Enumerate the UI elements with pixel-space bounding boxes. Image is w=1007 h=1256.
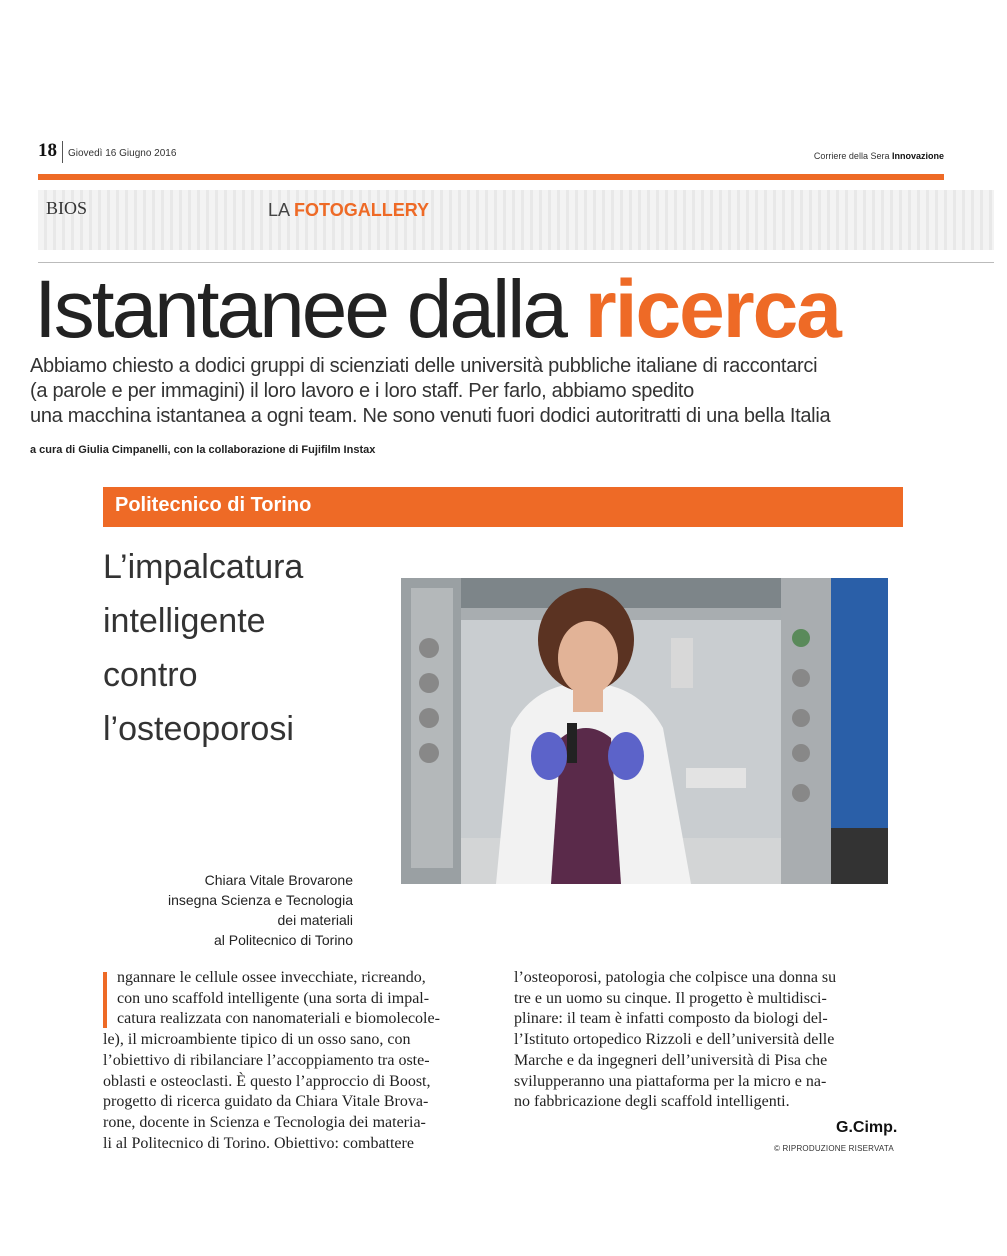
university-name: Politecnico di Torino: [115, 494, 312, 516]
body-line: li al Politecnico di Torino. Obiettivo: combattere: [103, 1134, 414, 1152]
section-band: [38, 190, 994, 250]
body-line: catura realizzata con nanomateriali e biomolecole-: [117, 1010, 440, 1028]
publication-title: Corriere della Sera: [813, 151, 890, 161]
rubric-prefix: LA: [268, 200, 295, 220]
standfirst-line: una macchina istantanea a ogni team. Ne sono venuti fuori dodici autoritratti di una bella Italia: [30, 405, 831, 427]
body-line: tre e un uomo su cinque. Il progetto è multidisci-: [514, 989, 827, 1007]
body-line: rone, docente in Scienza e Tecnologia dei materia-: [103, 1113, 426, 1131]
issue-date: Giovedì 16 Giugno 2016: [68, 148, 177, 159]
body-line: no fabbricazione degli scaffold intelligenti.: [514, 1093, 790, 1111]
author-signature: G.Cimp.: [836, 1119, 898, 1136]
article-headline: [103, 540, 403, 756]
page-header: [38, 140, 944, 166]
body-line: le), il microambiente tipico di un osso sano, con: [103, 1031, 411, 1049]
byline-credit: a cura di Giulia Cimpanelli, con la collaborazione di Fujifilm Instax: [30, 444, 376, 456]
body-column-left: [103, 968, 488, 1154]
header-divider: [62, 141, 63, 163]
title-light: Istantanee dalla: [34, 264, 585, 355]
caption-line: Chiara Vitale Brovarone: [204, 872, 353, 888]
body-line: ngannare le cellule ossee invecchiate, ricreando,: [117, 969, 426, 986]
photo-caption: [100, 870, 353, 950]
caption-line: insegna Scienza e Tecnologia: [168, 892, 353, 908]
title-accent: ricerca: [584, 264, 840, 355]
university-bar: [103, 487, 903, 527]
drop-cap-bar: [103, 972, 107, 1028]
lab-photo-illustration: [401, 578, 888, 884]
rubric-accent: FOTOGALLERY: [294, 200, 430, 220]
header-accent-rule: [38, 174, 944, 180]
body-line: plinare: il team è infatti composto da biologi del-: [514, 1010, 828, 1028]
caption-line: dei materiali: [277, 912, 353, 928]
page-title: [34, 260, 840, 360]
page-number: 18: [38, 140, 57, 161]
supplement-name: Innovazione: [891, 151, 944, 161]
standfirst-line: (a parole e per immagini) il loro lavoro e i loro staff. Per farlo, abbiamo spedito: [30, 380, 694, 402]
body-line: svilupperanno una piattaforma per la micro e na-: [514, 1072, 827, 1090]
headline-line: intelligente: [103, 602, 266, 640]
publication-name: [814, 151, 944, 161]
standfirst-line: Abbiamo chiesto a dodici gruppi di scienziati delle università pubbliche italiane di raccontarci: [30, 355, 818, 377]
body-line: l’osteoporosi, patologia che colpisce una donna su: [514, 969, 837, 986]
section-rubric: [268, 200, 429, 221]
standfirst: [30, 354, 960, 429]
body-line: l’Istituto ortopedico Rizzoli e dell’università delle: [514, 1031, 835, 1049]
caption-line: al Politecnico di Torino: [213, 932, 353, 948]
body-line: l’obiettivo di ribilanciare l’accoppiamento tra oste-: [103, 1051, 430, 1069]
body-column-right: [514, 968, 899, 1113]
headline-line: L’impalcatura: [103, 548, 304, 586]
body-line: oblasti e osteoclasti. È questo l’approccio di Boost,: [103, 1072, 431, 1090]
headline-line: contro: [103, 656, 198, 694]
body-line: con uno scaffold intelligente (una sorta di impal-: [117, 989, 430, 1007]
section-label: BIOS: [46, 198, 88, 218]
copyright-notice: © RIPRODUZIONE RISERVATA: [774, 1144, 894, 1153]
body-line: progetto di ricerca guidato da Chiara Vitale Brova-: [103, 1093, 429, 1111]
headline-line: l’osteoporosi: [103, 710, 294, 748]
researcher-photo: [401, 578, 888, 884]
body-line: Marche e da ingegneri dell’università di Pisa che: [514, 1051, 828, 1069]
